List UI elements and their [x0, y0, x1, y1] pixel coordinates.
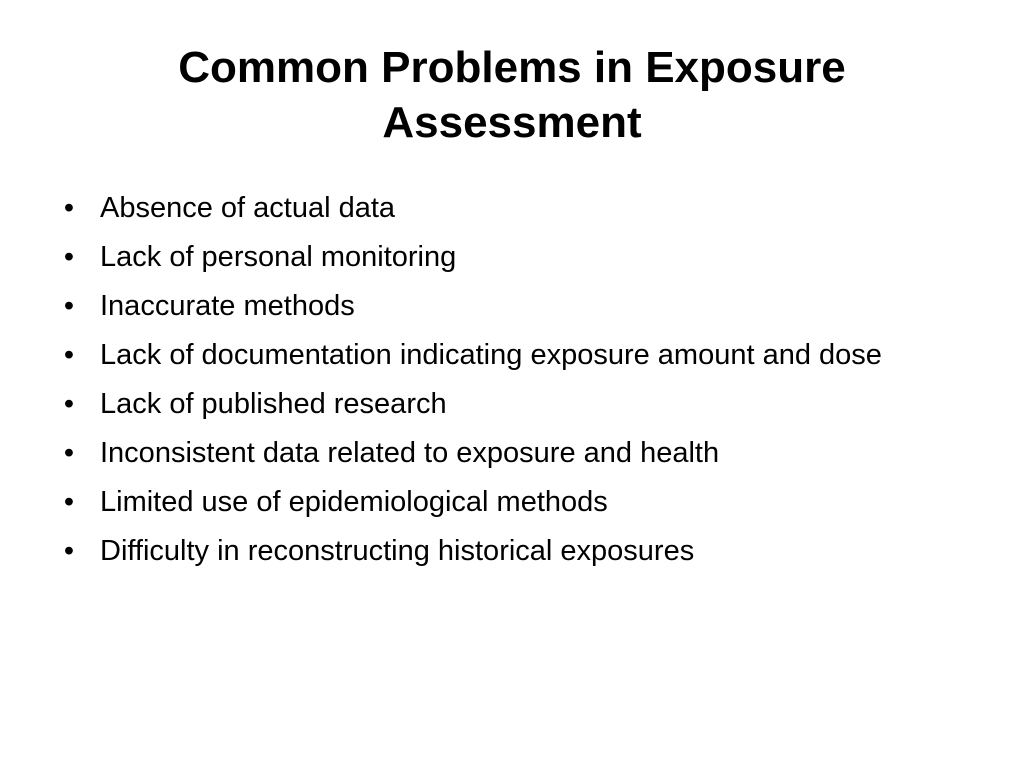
bullet-marker: •	[63, 535, 75, 567]
bullet-item	[56, 433, 976, 473]
bullet-marker: •	[63, 290, 75, 322]
bullet-marker: •	[63, 388, 75, 420]
slide-title-line-1: Common Problems in Exposure	[178, 43, 846, 92]
bullet-item	[56, 237, 976, 277]
bullet-text: Lack of published research	[100, 388, 447, 420]
bullet-list	[56, 188, 976, 580]
bullet-item	[56, 286, 976, 326]
bullet-item	[56, 482, 976, 522]
bullet-text: Inaccurate methods	[100, 290, 355, 322]
slide-title	[0, 40, 1024, 150]
bullet-text: Inconsistent data related to exposure and health	[100, 437, 720, 469]
bullet-marker: •	[63, 486, 75, 518]
bullet-text: Lack of documentation indicating exposure amount and dose	[100, 339, 882, 371]
bullet-item	[56, 531, 976, 571]
slide-title-line-2: Assessment	[382, 98, 642, 147]
bullet-text: Difficulty in reconstructing historical exposures	[100, 535, 695, 567]
bullet-marker: •	[63, 192, 75, 224]
bullet-item	[56, 188, 976, 228]
bullet-item	[56, 384, 976, 424]
bullet-text: Absence of actual data	[100, 192, 396, 224]
bullet-marker: •	[63, 241, 75, 273]
bullet-marker: •	[63, 437, 75, 469]
bullet-marker: •	[63, 339, 75, 371]
bullet-text: Limited use of epidemiological methods	[100, 486, 608, 518]
bullet-text: Lack of personal monitoring	[100, 241, 457, 273]
bullet-item	[56, 335, 976, 375]
